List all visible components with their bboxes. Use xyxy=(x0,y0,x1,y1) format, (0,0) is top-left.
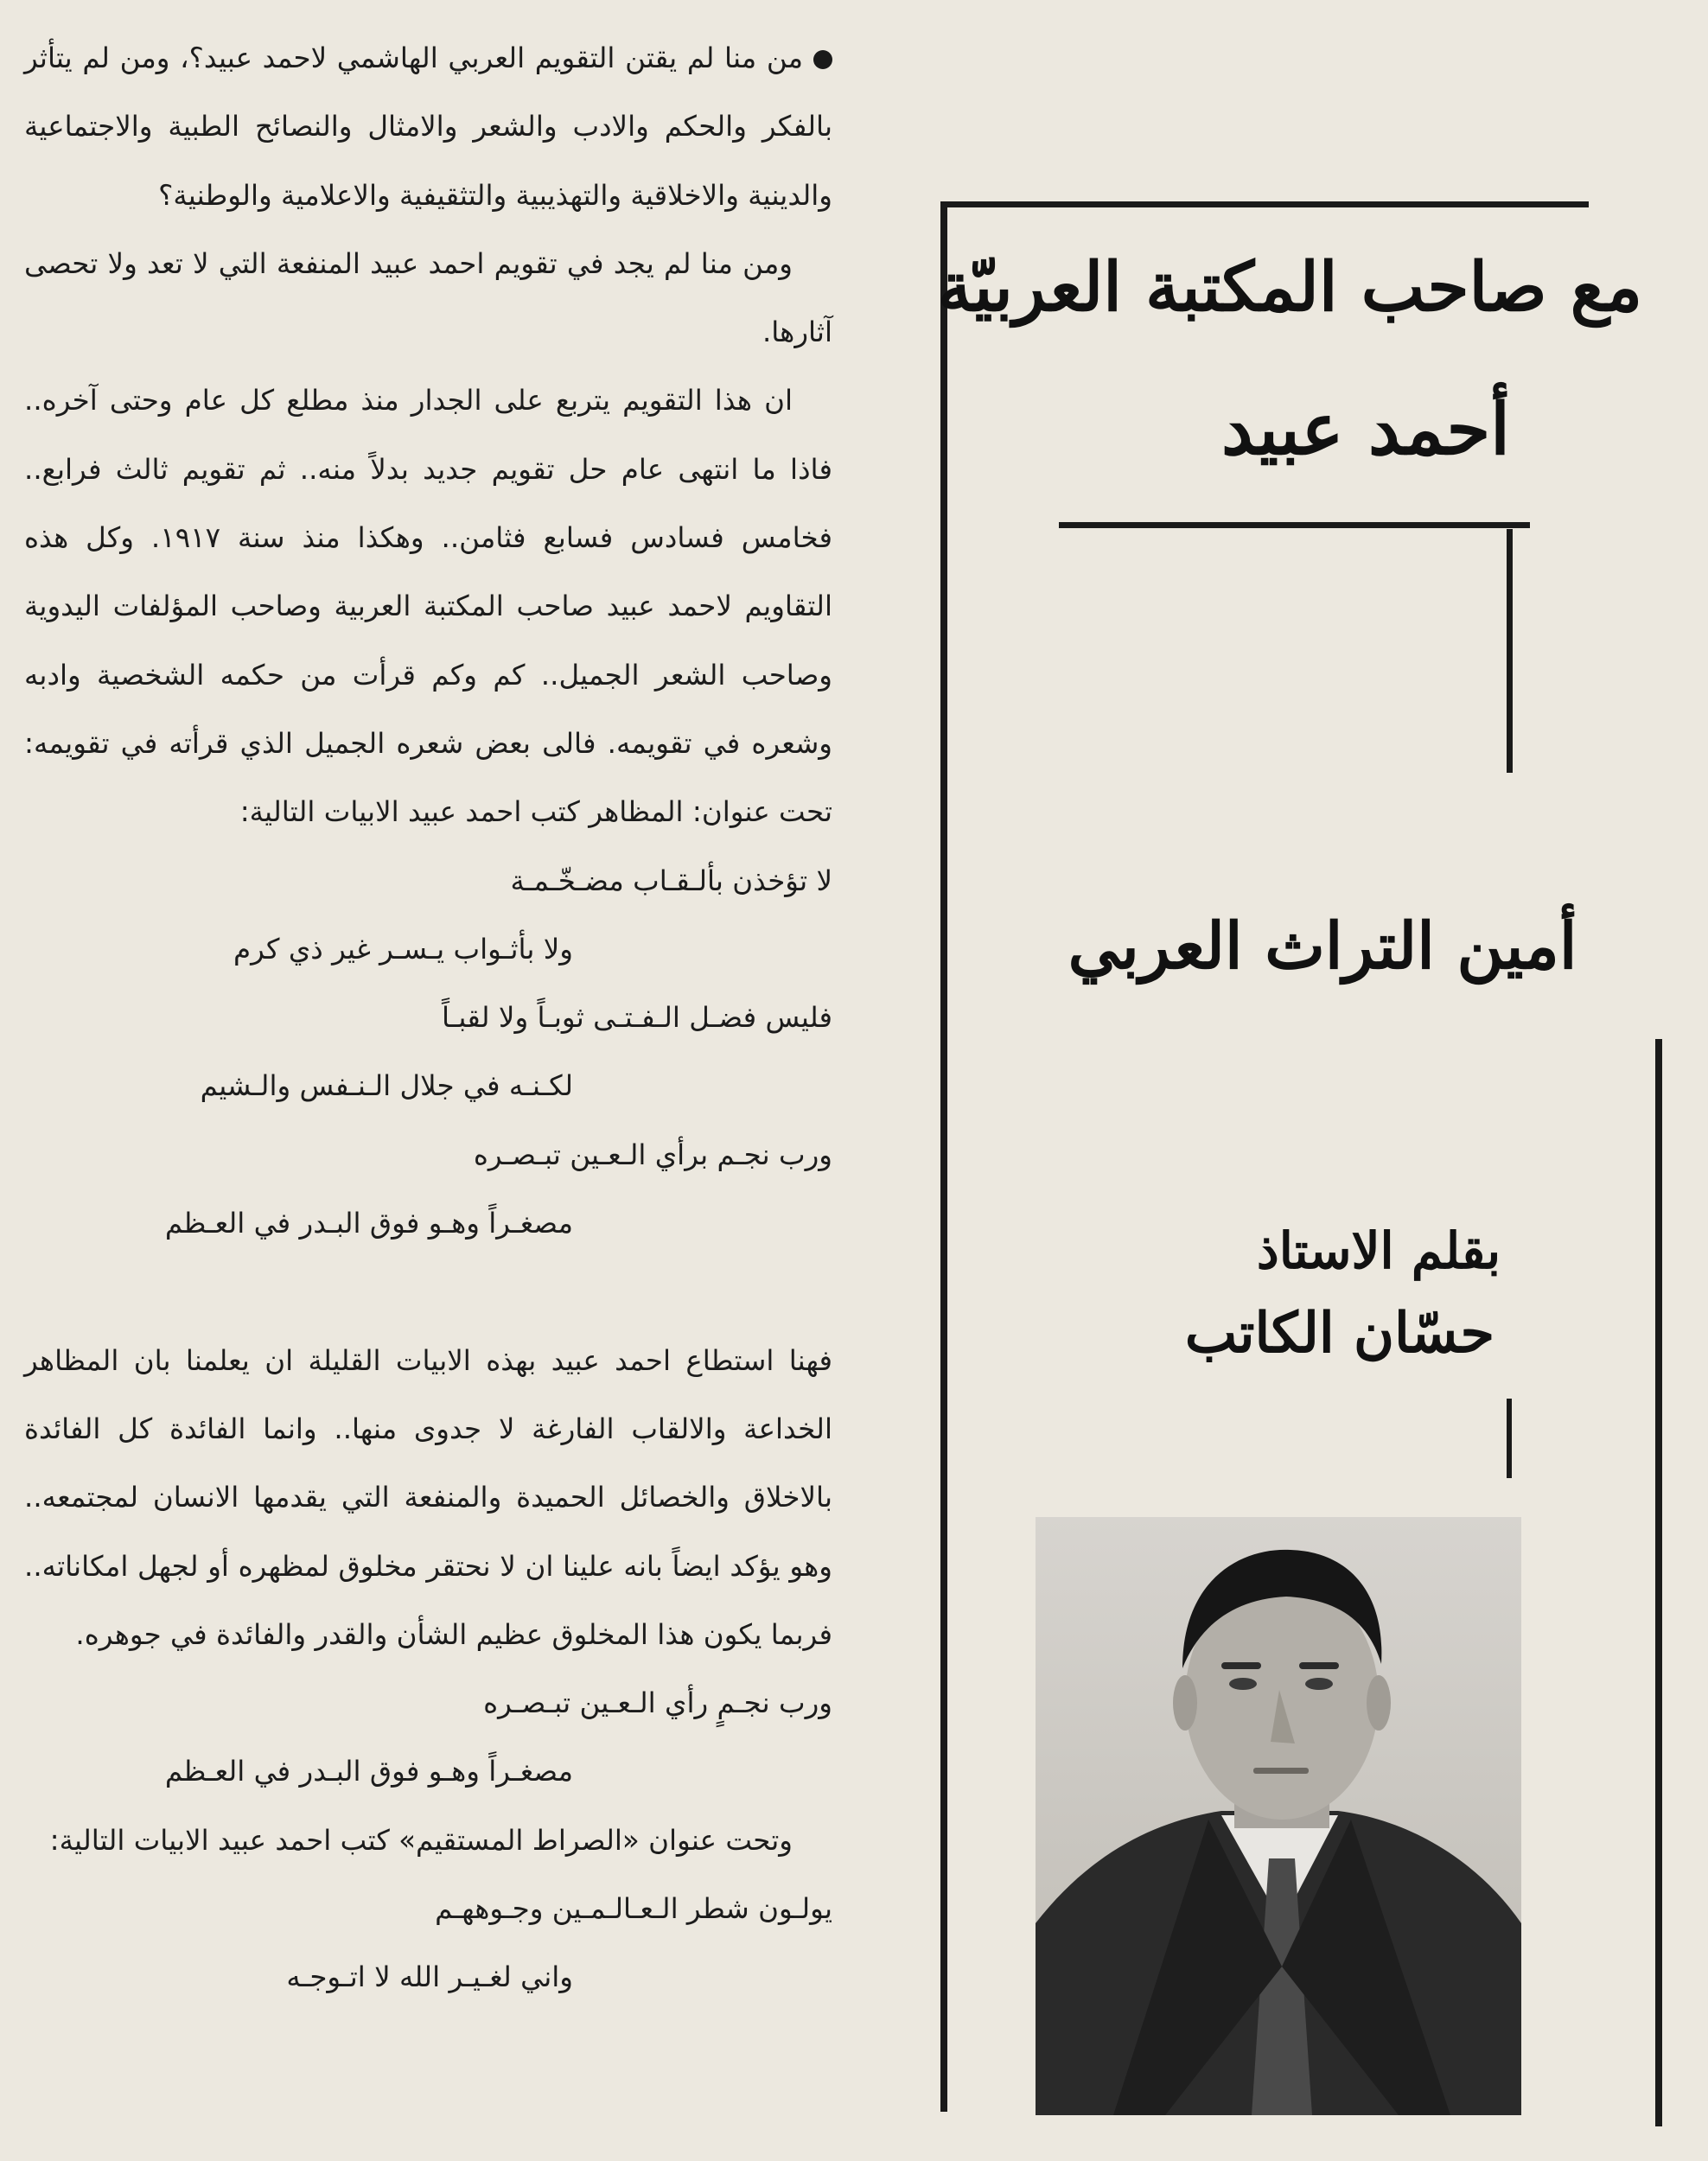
poem-1-line-4: لكـنـه في جلال الـنـفس والـشيم xyxy=(200,1069,573,1103)
article-body xyxy=(24,24,832,2012)
section-gap xyxy=(24,1258,832,1326)
paragraph-5: وتحت عنوان «الصراط المستقيم» كتب احمد عبيد الابيات التالية: xyxy=(49,1823,793,1857)
bullet-icon xyxy=(813,50,832,69)
poem-2-line-1: ورب نجـمٍ رأي الـعـين تبـصـره xyxy=(483,1686,832,1720)
frame-lower-tick xyxy=(1507,1399,1512,1478)
subtitle: أمين التراث العربي xyxy=(1068,909,1577,984)
byline-label: بقلم الاستاذ xyxy=(1256,1221,1501,1280)
frame-top-rule xyxy=(940,201,1589,207)
poem-1-line-2: ولا بأثـواب يـسـر غير ذي كرم xyxy=(233,932,573,966)
poem-3-line-2: واني لغـيـر الله لا اتـوجـه xyxy=(286,1960,573,1994)
poem-1-line-6: مصغـراً وهـو فوق البـدر في العـظم xyxy=(164,1207,573,1240)
paragraph-1 xyxy=(24,24,832,230)
frame-middle-tick xyxy=(1507,529,1513,773)
poem-1-line-5: ورب نجـم برأي الـعـين تبـصـره xyxy=(473,1138,832,1171)
author-portrait xyxy=(1036,1517,1521,2115)
poem-1-line-1: لا تؤخذن بألـقـاب مضـخّـمـة xyxy=(510,864,832,897)
headline-line-1: مع صاحب المكتبة العربيّة xyxy=(937,248,1642,327)
poem-2-line-2: مصغـراً وهـو فوق البـدر في العـظم xyxy=(164,1755,573,1788)
paragraph-1-text: من منا لم يقتن التقويم العربي الهاشمي لاحمد عبيد؟، ومن لم يتأثر بالفكر والحكم والادب والشعر والامثال والنصائح الطبية والاجتماعية والدينية والاخلاقية والتهذيبية والتثقيفية والاعلامية والوطنية؟ xyxy=(24,41,832,212)
poem-1-line-3: فليس فضـل الـفـتـى ثوبـاً ولا لقبـاً xyxy=(442,1001,832,1035)
paragraph-2: ومن منا لم يجد في تقويم احمد عبيد المنفعة التي لا تعد ولا تحصى آثارها. xyxy=(24,246,832,349)
byline-author: حسّان الكاتب xyxy=(1184,1301,1495,1366)
frame-middle-rule xyxy=(1059,522,1530,528)
frame-right-rule xyxy=(1655,1039,1662,2126)
headline-line-2: أحمد عبيد xyxy=(1221,388,1510,471)
frame-left-rule xyxy=(940,201,947,2112)
paragraph-3: ان هذا التقويم يتربع على الجدار منذ مطلع كل عام وحتى آخره.. فاذا ما انتهى عام حل تقويم جديد بدلاً منه.. ثم تقويم ثالث فرابع.. فخامس فسادس فسابع فثامن.. وهكذا منذ سنة ١٩١٧. وكل هذه التقاويم لاحمد عبيد صاحب المكتبة العربية وصاحب المؤلفات اليدوية وصاحب الشعر الجميل.. كم وكم قرأت من حكمه الشخصية وادبه وشعره في تقويمه. فالى بعض شعره الجميل الذي قرأته في تقويمه: تحت عنوان: المظاهر كتب احمد عبيد الابيات التالية: xyxy=(24,384,833,829)
paragraph-4: فهنا استطاع احمد عبيد بهذه الابيات القليلة ان يعلمنا بان المظاهر الخداعة والالقاب الفارغة لا جدوى منها.. وانما الفائدة كل الفائدة بالاخلاق والخصائل الحميدة والمنفعة التي يقدمها الانسان لمجتمعه.. وهو يؤكد ايضاً بانه علينا ان لا نحتقر مخلوق لمظهره أو لجهل امكاناته.. فربما يكون هذا المخلوق عظيم الشأن والقدر والفائدة في جوهره. xyxy=(24,1343,832,1651)
poem-3-line-1: يولـون شطر الـعـالـمـين وجـوههـم xyxy=(435,1892,832,1926)
